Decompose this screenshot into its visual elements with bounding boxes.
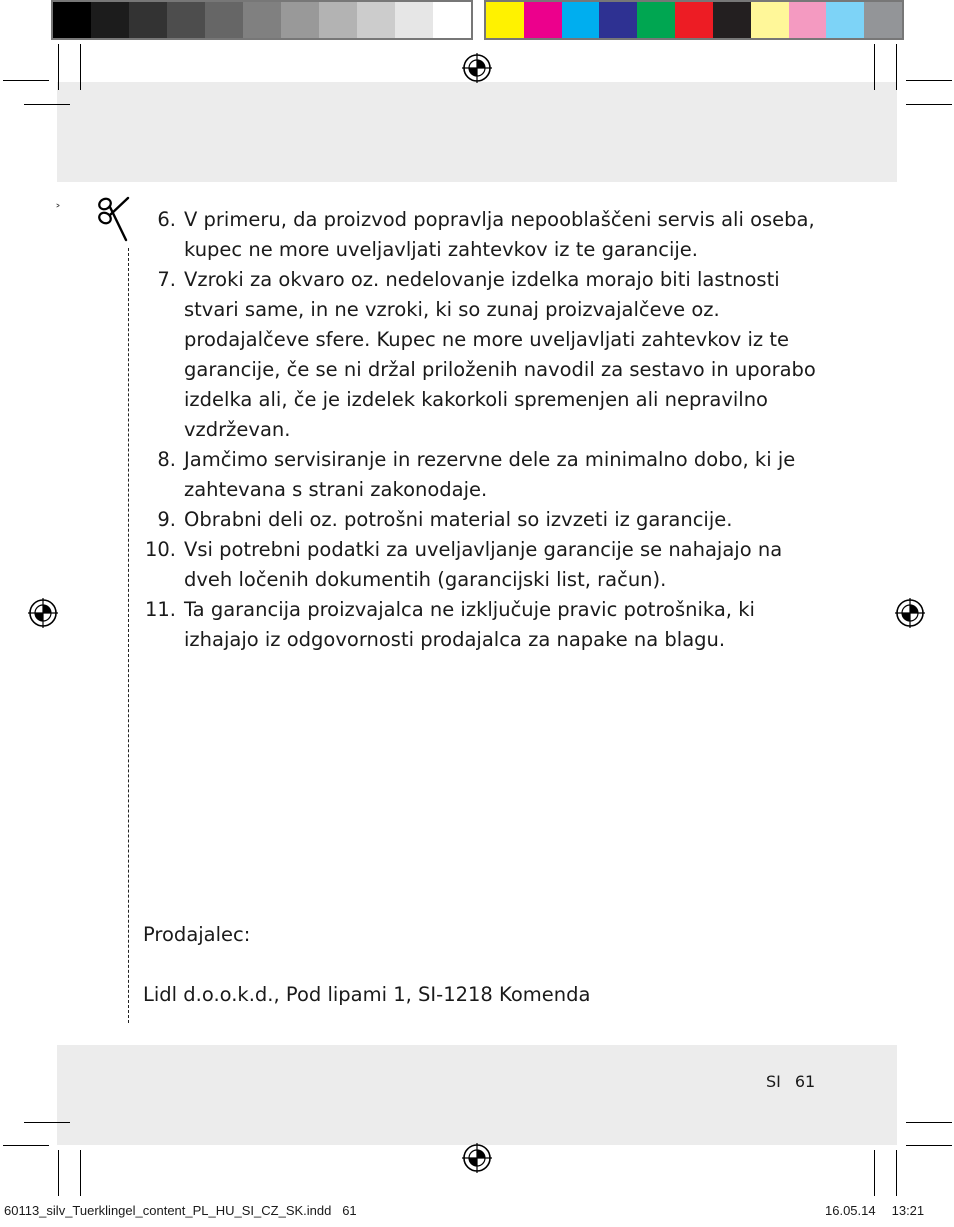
color-swatch <box>751 2 789 38</box>
color-swatch <box>53 2 91 38</box>
process-color-bar <box>484 0 904 40</box>
list-item <box>140 535 820 595</box>
registration-mark-icon <box>28 598 58 628</box>
color-swatch <box>524 2 562 38</box>
color-swatch <box>167 2 205 38</box>
crop-mark <box>80 1150 81 1196</box>
item-number: 10. <box>144 538 176 561</box>
color-swatch <box>789 2 827 38</box>
registration-mark-icon <box>462 53 492 83</box>
crop-mark <box>58 1150 59 1196</box>
color-swatch <box>637 2 675 38</box>
crop-mark <box>906 80 952 81</box>
item-number: 7. <box>157 268 176 291</box>
header-band <box>57 82 897 182</box>
crop-mark <box>906 1145 952 1146</box>
list-item <box>140 505 820 535</box>
color-swatch <box>281 2 319 38</box>
gray-color-bar <box>51 0 473 40</box>
item-text: Ta garancija proizvajalca ne izključuje pravic potrošnika, ki izhajajo iz odgovornosti prodajalca za napake na blagu. <box>184 598 755 651</box>
list-item <box>140 205 820 265</box>
slug-time: 13:21 <box>891 1203 925 1218</box>
color-swatch <box>562 2 600 38</box>
item-number: 8. <box>157 448 176 471</box>
warranty-list <box>140 205 820 655</box>
registration-mark-icon <box>462 1143 492 1173</box>
list-item <box>140 265 820 445</box>
item-number: 11. <box>144 598 176 621</box>
page-footer <box>766 1072 815 1091</box>
page-number: 61 <box>794 1072 816 1091</box>
color-swatch <box>826 2 864 38</box>
crop-mark <box>906 104 952 105</box>
color-swatch <box>486 2 524 38</box>
item-text: V primeru, da proizvod popravlja nepooblaščeni servis ali oseba, kupec ne more uveljavljati zahtevkov iz te garancije. <box>184 208 815 261</box>
item-number: 6. <box>157 208 176 231</box>
item-text: Vzroki za okvaro oz. nedelovanje izdelka morajo biti lastnosti stvari same, in ne vzroki, ki so zunaj proizvajalčeve oz. prodajalčeve sfere. Kupec ne more uveljavljati zahtevkov iz te garancije, če se ni držal priloženih navodil za sestavo in uporabo izdelka ali, če je izdelek kakorkoli spremenjen ali nepravilno vzdrževan. <box>184 268 816 441</box>
crop-mark <box>24 104 70 105</box>
seller-address: Lidl d.o.o.k.d., Pod lipami 1, SI-1218 Komenda <box>143 983 591 1006</box>
crop-mark <box>3 1145 49 1146</box>
language-code: SI <box>766 1072 781 1091</box>
color-swatch <box>675 2 713 38</box>
item-text: Obrabni deli oz. potrošni material so izvzeti iz garancije. <box>184 508 733 531</box>
color-swatch <box>205 2 243 38</box>
color-swatch <box>864 2 902 38</box>
color-swatch <box>129 2 167 38</box>
list-item <box>140 595 820 655</box>
color-swatch <box>713 2 751 38</box>
item-text: Jamčimo servisiranje in rezervne dele za minimalno dobo, ki je zahtevana s strani zakonodaje. <box>184 448 796 501</box>
crop-mark <box>3 80 49 81</box>
slug-filename: 60113_silv_Tuerklingel_content_PL_HU_SI_CZ_SK.indd 61 <box>4 1203 357 1218</box>
list-item <box>140 445 820 505</box>
crop-mark <box>80 44 81 90</box>
crop-mark <box>58 44 59 90</box>
seller-label: Prodajalec: <box>143 923 251 946</box>
margin-mark: ˃ <box>55 203 61 217</box>
crop-mark <box>896 1150 897 1196</box>
color-swatch <box>599 2 637 38</box>
crop-mark <box>906 1122 952 1123</box>
cut-line <box>128 248 129 1023</box>
footer-band <box>57 1045 897 1145</box>
color-swatch <box>243 2 281 38</box>
scissors-icon <box>96 194 132 244</box>
crop-mark <box>24 1122 70 1123</box>
crop-mark <box>874 1150 875 1196</box>
color-swatch <box>319 2 357 38</box>
item-number: 9. <box>157 508 176 531</box>
crop-mark <box>896 44 897 90</box>
color-swatch <box>395 2 433 38</box>
color-swatch <box>357 2 395 38</box>
registration-mark-icon <box>895 598 925 628</box>
slug-timestamp <box>825 1203 924 1218</box>
warranty-terms <box>140 205 820 655</box>
crop-mark <box>874 44 875 90</box>
color-swatch <box>91 2 129 38</box>
item-text: Vsi potrebni podatki za uveljavljanje garancije se nahajajo na dveh ločenih dokumentih (garancijski list, račun). <box>184 538 783 591</box>
color-swatch <box>433 2 471 38</box>
slug-date: 16.05.14 <box>825 1203 876 1218</box>
